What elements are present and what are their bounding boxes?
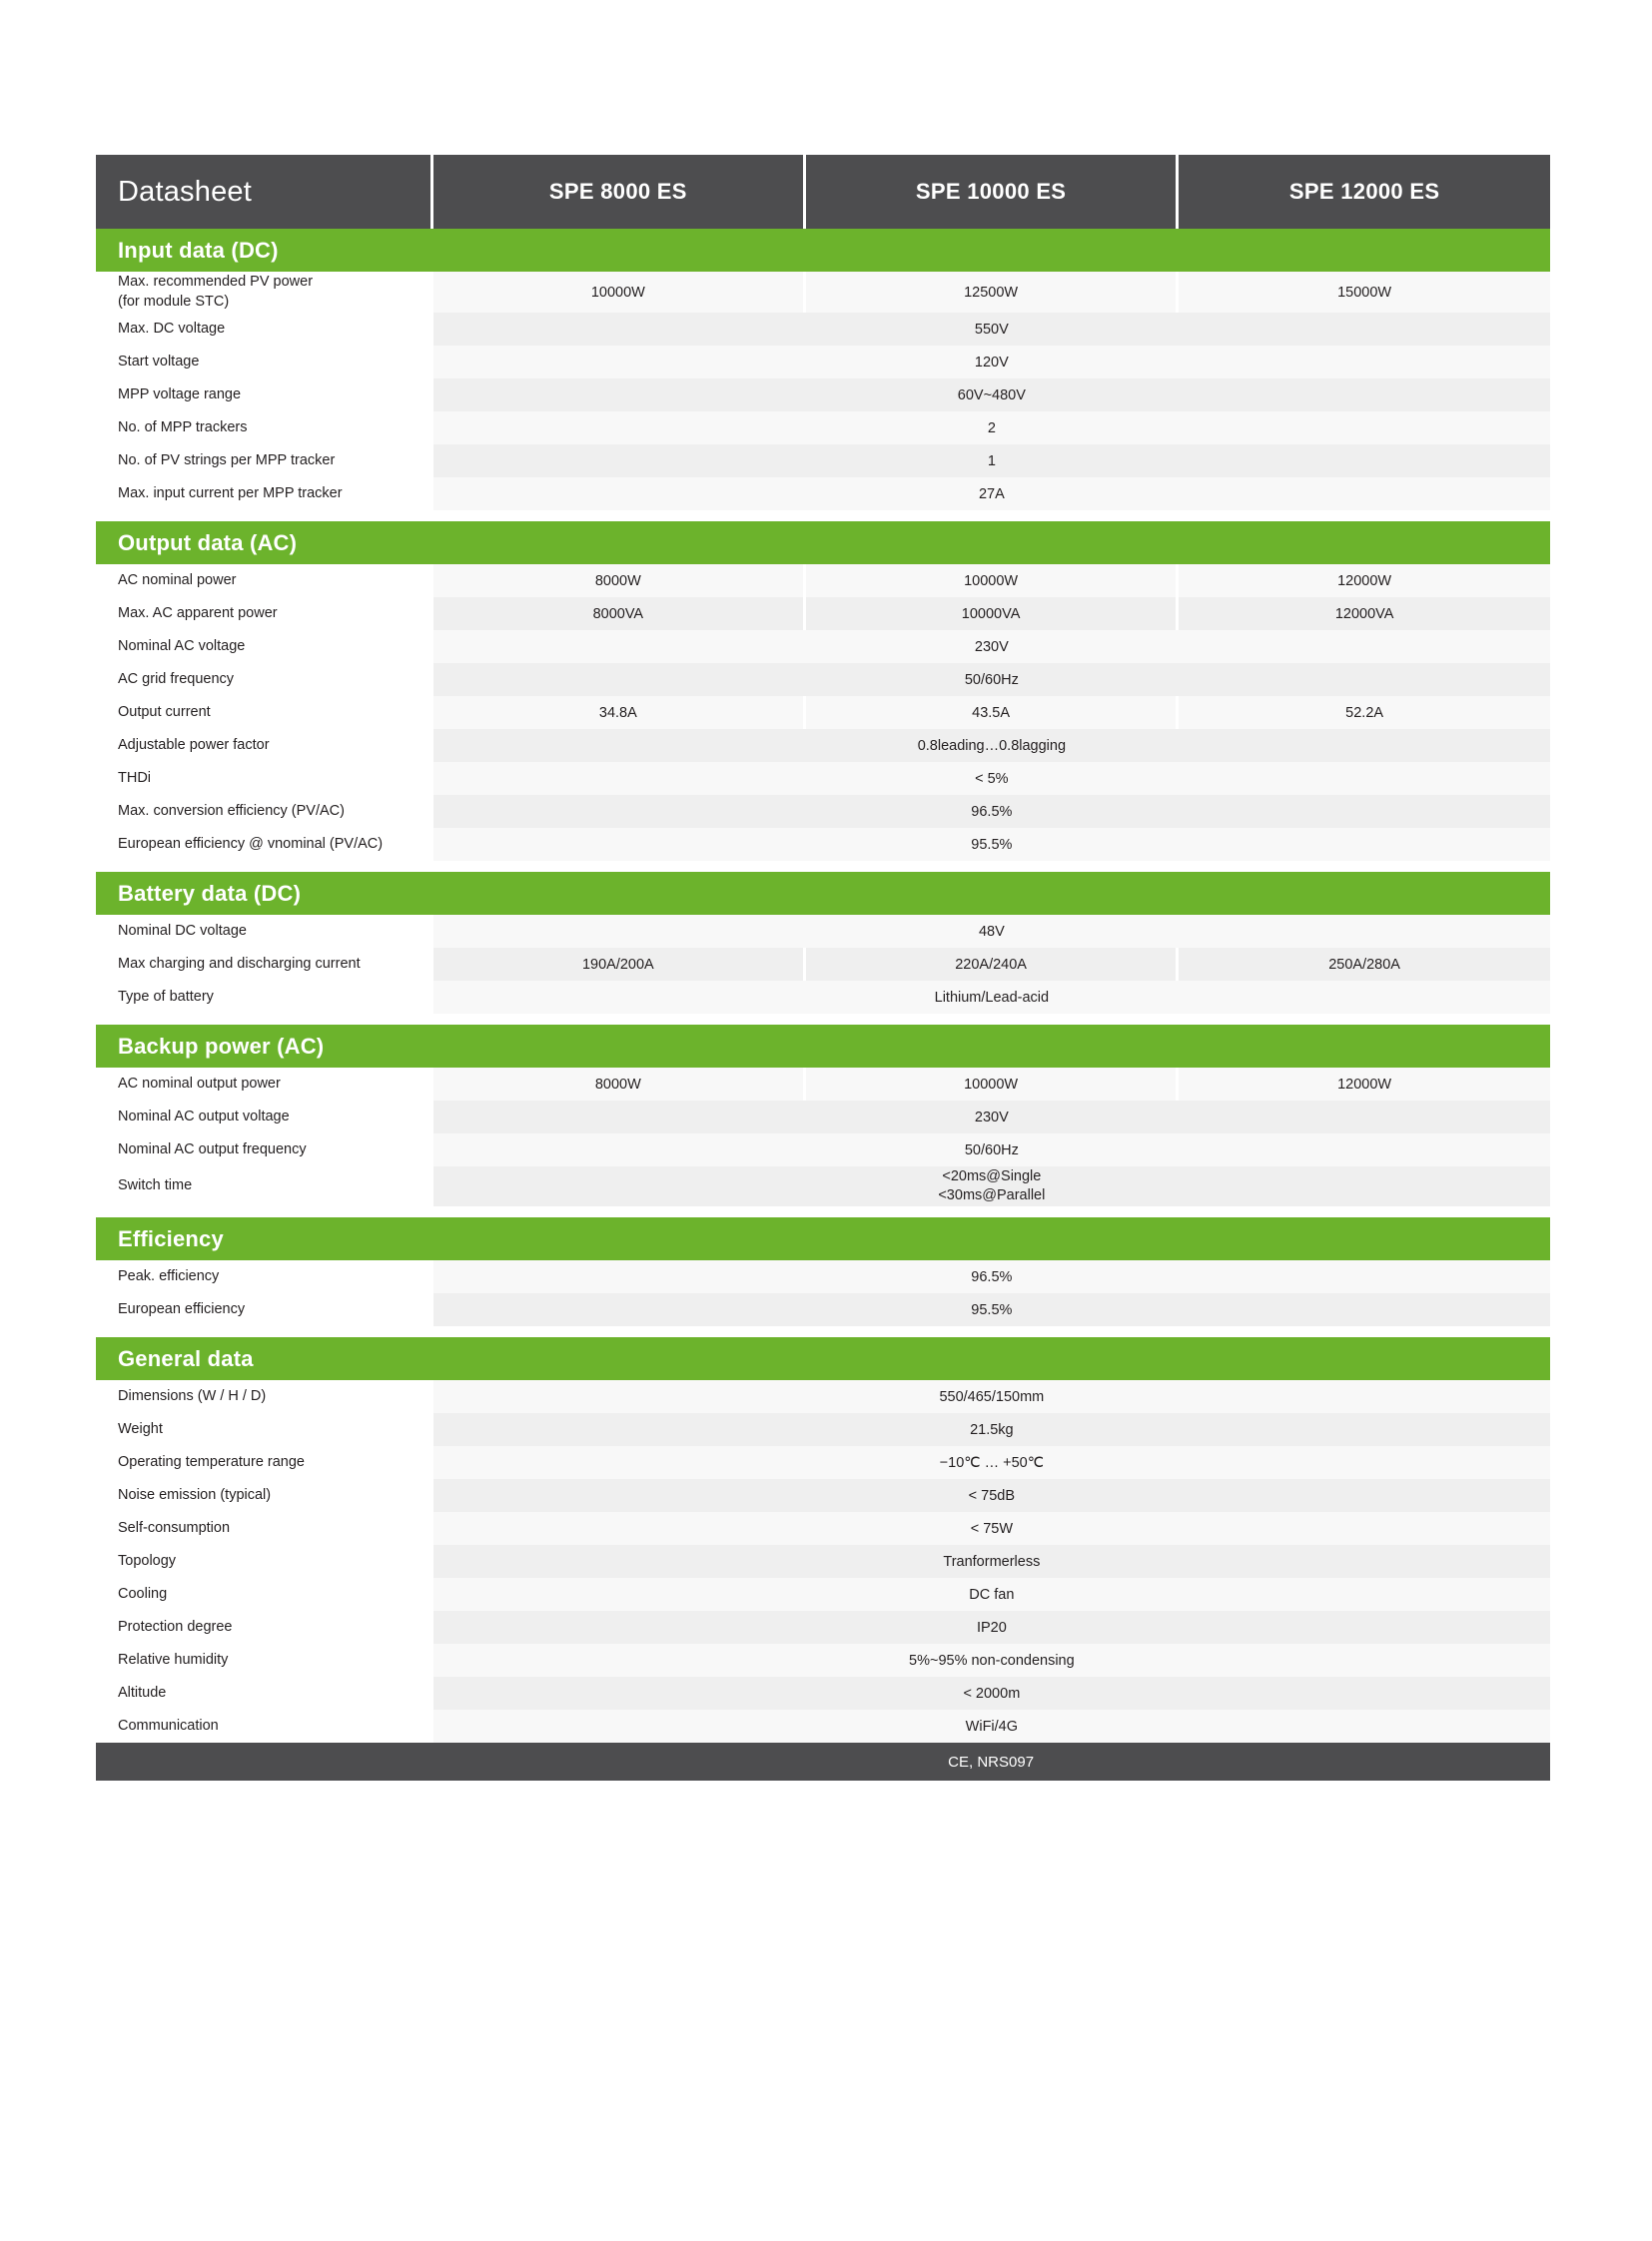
spec-label: Altitude (96, 1677, 431, 1710)
spec-value: 10000VA (804, 597, 1177, 630)
table-row (96, 1677, 1550, 1710)
table-row (96, 1068, 1550, 1101)
section-spacer (96, 510, 1550, 521)
spec-label: Weight (96, 1413, 431, 1446)
spec-label: European efficiency @ vnominal (PV/AC) (96, 828, 431, 861)
spec-value: 12000W (1178, 564, 1550, 597)
spec-value: 10000W (431, 272, 804, 313)
table-row (96, 378, 1550, 411)
spec-label: Max. DC voltage (96, 313, 431, 346)
table-row (96, 346, 1550, 378)
spec-label: Relative humidity (96, 1644, 431, 1677)
spec-value-shared: 95.5% (431, 828, 1550, 861)
spec-value: 12000W (1178, 1068, 1550, 1101)
spec-label: Type of battery (96, 981, 431, 1014)
spec-label: European efficiency (96, 1293, 431, 1326)
spec-value-shared: < 75dB (431, 1479, 1550, 1512)
section-header-row (96, 1025, 1550, 1068)
spec-value-shared: 96.5% (431, 795, 1550, 828)
spec-label: Nominal AC output voltage (96, 1101, 431, 1133)
table-row (96, 696, 1550, 729)
spec-value-shared: Lithium/Lead-acid (431, 981, 1550, 1014)
spec-label: Dimensions (W / H / D) (96, 1380, 431, 1413)
spec-label: Operating temperature range (96, 1446, 431, 1479)
spec-value-shared: <20ms@Single <30ms@Parallel (431, 1166, 1550, 1206)
section-title: Output data (AC) (96, 521, 1550, 564)
spacer-cell (96, 1014, 1550, 1025)
model-column-header: SPE 10000 ES (804, 155, 1177, 229)
table-row (96, 981, 1550, 1014)
section-spacer (96, 1326, 1550, 1337)
spec-label: AC nominal output power (96, 1068, 431, 1101)
spec-value: 10000W (804, 1068, 1177, 1101)
spec-label: Communication (96, 1710, 431, 1743)
section-header-row (96, 1217, 1550, 1260)
certification-row (96, 1743, 1550, 1781)
spec-value-shared: < 75W (431, 1512, 1550, 1545)
spec-label: Peak. efficiency (96, 1260, 431, 1293)
spec-value-shared: WiFi/4G (431, 1710, 1550, 1743)
spec-label: Start voltage (96, 346, 431, 378)
spec-label: No. of PV strings per MPP tracker (96, 444, 431, 477)
spec-value-shared: 120V (431, 346, 1550, 378)
table-row (96, 1101, 1550, 1133)
spec-value: 220A/240A (804, 948, 1177, 981)
spec-value-shared: 5%~95% non-condensing (431, 1644, 1550, 1677)
spec-label: Max charging and discharging current (96, 948, 431, 981)
table-row (96, 948, 1550, 981)
datasheet-table (96, 155, 1550, 1781)
spec-label: Max. conversion efficiency (PV/AC) (96, 795, 431, 828)
model-column-header: SPE 8000 ES (431, 155, 804, 229)
section-title: Efficiency (96, 1217, 1550, 1260)
spec-value-shared: 95.5% (431, 1293, 1550, 1326)
spec-value-shared: < 5% (431, 762, 1550, 795)
spec-label: Adjustable power factor (96, 729, 431, 762)
section-spacer (96, 861, 1550, 872)
spec-value-shared: 230V (431, 1101, 1550, 1133)
spec-value-shared: 550V (431, 313, 1550, 346)
spec-value-shared: 230V (431, 630, 1550, 663)
spec-value-shared: 50/60Hz (431, 1133, 1550, 1166)
spec-value-shared: Tranformerless (431, 1545, 1550, 1578)
table-row (96, 915, 1550, 948)
table-row (96, 795, 1550, 828)
spec-label: MPP voltage range (96, 378, 431, 411)
table-row (96, 1611, 1550, 1644)
section-spacer (96, 1014, 1550, 1025)
spec-label: Max. AC apparent power (96, 597, 431, 630)
spec-value: 12500W (804, 272, 1177, 313)
table-row (96, 272, 1550, 313)
table-row (96, 762, 1550, 795)
table-row (96, 1446, 1550, 1479)
spacer-cell (96, 1326, 1550, 1337)
table-row (96, 1293, 1550, 1326)
table-row (96, 444, 1550, 477)
spec-value-shared: IP20 (431, 1611, 1550, 1644)
spec-value: 12000VA (1178, 597, 1550, 630)
spec-value: 10000W (804, 564, 1177, 597)
table-row (96, 1710, 1550, 1743)
section-title: General data (96, 1337, 1550, 1380)
spacer-cell (96, 1206, 1550, 1217)
section-title: Input data (DC) (96, 229, 1550, 272)
spec-label: No. of MPP trackers (96, 411, 431, 444)
table-row (96, 1644, 1550, 1677)
spec-label: Cooling (96, 1578, 431, 1611)
section-title: Battery data (DC) (96, 872, 1550, 915)
datasheet-page (96, 155, 1550, 1781)
spec-label: AC nominal power (96, 564, 431, 597)
table-row (96, 828, 1550, 861)
spec-value: 250A/280A (1178, 948, 1550, 981)
spec-value: 15000W (1178, 272, 1550, 313)
spec-value-shared: 2 (431, 411, 1550, 444)
table-row (96, 1578, 1550, 1611)
spec-value: 34.8A (431, 696, 804, 729)
table-row (96, 1413, 1550, 1446)
spec-value-shared: 96.5% (431, 1260, 1550, 1293)
spec-value: 8000W (431, 564, 804, 597)
table-row (96, 597, 1550, 630)
spec-value-shared: −10℃ … +50℃ (431, 1446, 1550, 1479)
spec-label: Output current (96, 696, 431, 729)
spec-value: 52.2A (1178, 696, 1550, 729)
spec-value: 8000W (431, 1068, 804, 1101)
spec-value: 43.5A (804, 696, 1177, 729)
spec-value-shared: < 2000m (431, 1677, 1550, 1710)
spec-label: Max. recommended PV power (for module STC) (96, 272, 431, 313)
spec-label: Max. input current per MPP tracker (96, 477, 431, 510)
table-row (96, 630, 1550, 663)
spec-label: AC grid frequency (96, 663, 431, 696)
certification-label-cell (96, 1743, 431, 1781)
table-row (96, 1545, 1550, 1578)
spec-value-shared: 550/465/150mm (431, 1380, 1550, 1413)
spacer-cell (96, 861, 1550, 872)
spec-label: Nominal AC output frequency (96, 1133, 431, 1166)
page-title: Datasheet (96, 155, 431, 229)
section-title: Backup power (AC) (96, 1025, 1550, 1068)
spec-label: Nominal AC voltage (96, 630, 431, 663)
spec-value-shared: 0.8leading…0.8lagging (431, 729, 1550, 762)
spec-label: Topology (96, 1545, 431, 1578)
spec-label: THDi (96, 762, 431, 795)
spec-value: 8000VA (431, 597, 804, 630)
table-row (96, 564, 1550, 597)
section-header-row (96, 1337, 1550, 1380)
model-column-header: SPE 12000 ES (1178, 155, 1550, 229)
table-row (96, 663, 1550, 696)
spec-label: Protection degree (96, 1611, 431, 1644)
section-header-row (96, 521, 1550, 564)
table-row (96, 1380, 1550, 1413)
table-header-row (96, 155, 1550, 229)
spec-value-shared: 21.5kg (431, 1413, 1550, 1446)
table-row (96, 729, 1550, 762)
table-row (96, 477, 1550, 510)
section-header-row (96, 872, 1550, 915)
spec-label: Noise emission (typical) (96, 1479, 431, 1512)
table-row (96, 411, 1550, 444)
spacer-cell (96, 510, 1550, 521)
spec-value-shared: 1 (431, 444, 1550, 477)
spec-label: Self-consumption (96, 1512, 431, 1545)
table-row (96, 313, 1550, 346)
spec-value: 190A/200A (431, 948, 804, 981)
table-row (96, 1479, 1550, 1512)
spec-value-shared: 27A (431, 477, 1550, 510)
table-row (96, 1133, 1550, 1166)
spec-value-shared: 48V (431, 915, 1550, 948)
spec-value-shared: 50/60Hz (431, 663, 1550, 696)
certification-value: CE, NRS097 (431, 1743, 1550, 1781)
table-row (96, 1512, 1550, 1545)
table-row (96, 1260, 1550, 1293)
spec-value-shared: 60V~480V (431, 378, 1550, 411)
section-spacer (96, 1206, 1550, 1217)
spec-label: Switch time (96, 1166, 431, 1206)
section-header-row (96, 229, 1550, 272)
spec-value-shared: DC fan (431, 1578, 1550, 1611)
spec-label: Nominal DC voltage (96, 915, 431, 948)
table-row (96, 1166, 1550, 1206)
